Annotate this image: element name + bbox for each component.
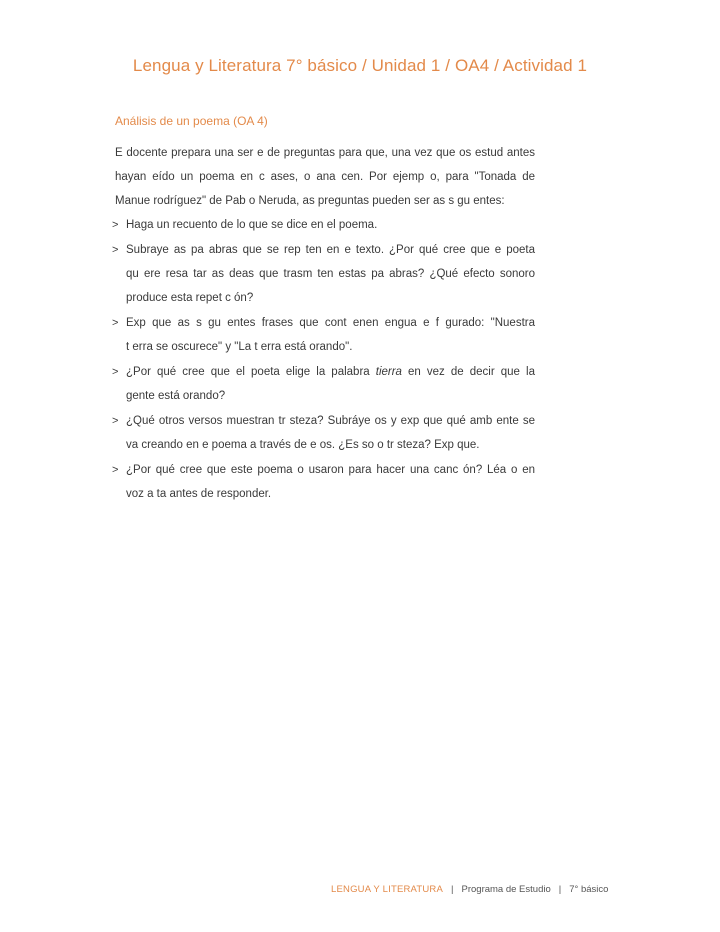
bullet-icon: >	[112, 219, 119, 231]
question-text: t erra se oscurece" y "La t erra está orando".	[126, 341, 353, 353]
question-text: produce esta repet c ón?	[126, 292, 254, 304]
list-item	[112, 409, 535, 457]
question-text	[126, 360, 535, 384]
question-text: voz a ta antes de responder.	[126, 488, 272, 500]
bullet-icon: >	[112, 415, 119, 427]
footer-subject: LENGUA Y LITERATURA	[331, 884, 444, 895]
question-text: Haga un recuento de lo que se dice en el poema.	[126, 219, 378, 231]
footer-grade: 7° básico	[569, 884, 609, 895]
question-text: qu ere resa tar as deas que trasm ten estas pa abras? ¿Qué efecto sonoro	[126, 268, 535, 280]
bullet-icon: >	[112, 317, 119, 329]
question-list	[112, 213, 535, 506]
question-text: Subraye as pa abras que se rep ten en e texto. ¿Por qué cree que e poeta	[126, 244, 535, 256]
bullet-icon: >	[112, 366, 119, 378]
intro-line: hayan eído un poema en c ases, o ana cen. Por ejemp o, para "Tonada de	[115, 171, 535, 183]
intro-paragraph	[115, 141, 535, 213]
question-text: ¿Por qué cree que este poema o usaron para hacer una canc ón? Léa o en	[126, 464, 535, 476]
question-text: va creando en e poema a través de e os. ¿Es so o tr steza? Exp que.	[126, 439, 480, 451]
question-text: Exp que as s gu entes frases que cont enen engua e f gurado: "Nuestra	[126, 317, 535, 329]
question-text: ¿Qué otros versos muestran tr steza? Subráye os y exp que qué amb ente se	[126, 415, 535, 427]
bullet-icon: >	[112, 464, 119, 476]
list-item	[112, 311, 535, 359]
list-item	[112, 360, 535, 408]
intro-line: E docente prepara una ser e de preguntas para que, una vez que os estud antes	[115, 147, 535, 159]
question-text-part: en vez de decir que la	[401, 366, 535, 378]
page-footer	[331, 884, 608, 895]
intro-line: Manue rodríguez" de Pab o Neruda, as preguntas pueden ser as s gu entes:	[115, 195, 505, 207]
question-text: gente está orando?	[126, 390, 226, 402]
content-body	[112, 141, 535, 507]
page-title: Lengua y Literatura 7° básico / Unidad 1 / OA4 / Actividad 1	[132, 56, 588, 75]
list-item	[112, 238, 535, 310]
list-item	[112, 458, 535, 506]
footer-program: Programa de Estudio	[461, 884, 551, 895]
question-text-part: ¿Por qué cree que el poeta elige la palabra	[126, 366, 376, 378]
emphasized-word: tierra	[375, 366, 402, 378]
section-heading: Análisis de un poema (OA 4)	[115, 114, 268, 128]
list-item	[112, 213, 535, 237]
footer-separator: |	[451, 884, 454, 895]
bullet-icon: >	[112, 244, 119, 256]
footer-separator: |	[558, 884, 562, 895]
